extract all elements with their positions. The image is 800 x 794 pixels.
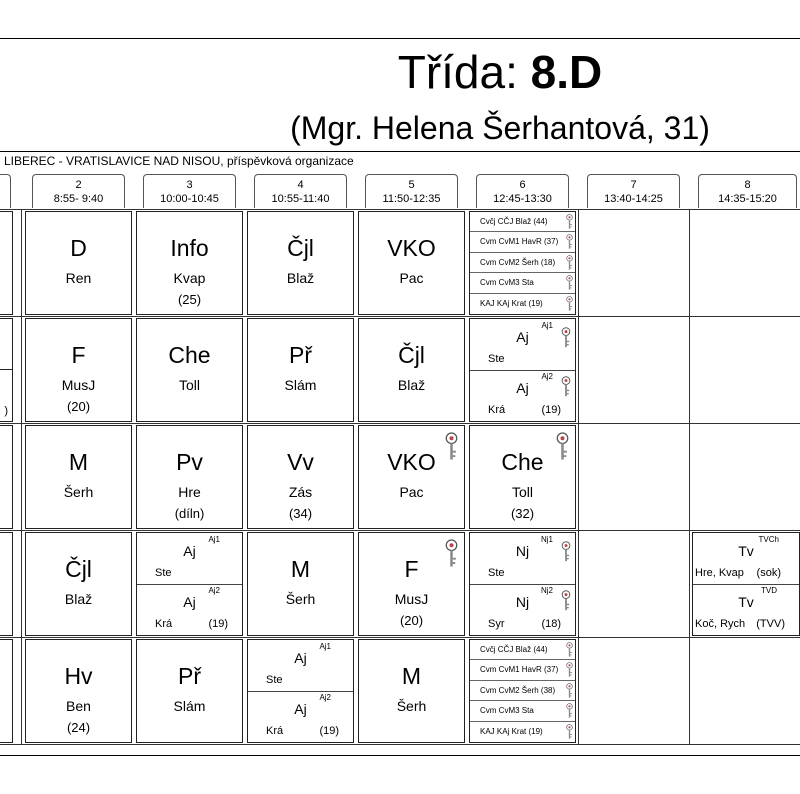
lesson-cell[interactable]: Hv Ben (24) xyxy=(25,639,132,743)
school-rule xyxy=(0,151,800,152)
row-line xyxy=(0,744,800,745)
key-icon xyxy=(566,724,573,740)
class-teacher: (Mgr. Helena Šerhantová, 31) xyxy=(290,110,710,146)
key-icon xyxy=(566,296,573,312)
period-header-5: 5 11:50-12:35 xyxy=(365,174,458,208)
period-header-8: 8 14:35-15:20 xyxy=(698,174,797,208)
lesson-cell-partial[interactable]: ) xyxy=(0,369,13,422)
group-lesson[interactable]: KAJ KAj Krat (19) xyxy=(470,294,575,314)
top-rule xyxy=(0,38,800,39)
row-line xyxy=(0,530,800,531)
lesson-cell-partial[interactable] xyxy=(0,532,13,636)
group-lesson[interactable]: Cvm CvM3 Sta xyxy=(470,273,575,293)
group-lesson[interactable]: Cvm CvM1 HavR (37) xyxy=(470,660,575,680)
lesson-cell[interactable]: M Šerh xyxy=(25,425,132,529)
key-icon xyxy=(445,539,458,569)
group-lesson-stack[interactable] xyxy=(469,211,576,315)
row-line xyxy=(0,316,800,317)
lesson-cell[interactable]: VKO Pac xyxy=(358,211,465,315)
lesson-cell[interactable]: Př Slám xyxy=(136,639,243,743)
period-header-7: 7 13:40-14:25 xyxy=(587,174,680,208)
group-lesson[interactable]: Aj2 Aj Krá (19) xyxy=(155,586,228,630)
period-header-4: 4 10:55-11:40 xyxy=(254,174,347,208)
period-header-2: 2 8:55- 9:40 xyxy=(32,174,125,208)
group-lesson[interactable]: Cvčj CČJ Blaž (44) xyxy=(470,640,575,660)
group-lesson[interactable]: Cvm CvM3 Sta xyxy=(470,701,575,721)
key-icon xyxy=(566,234,573,250)
class-name: 8.D xyxy=(530,46,603,98)
lesson-cell[interactable]: VKO Pac xyxy=(358,425,465,529)
key-icon xyxy=(556,432,569,462)
group-lesson[interactable]: TVCh Tv Hre, Kvap (sok) xyxy=(693,533,799,585)
lesson-cell[interactable]: Čjl Blaž xyxy=(247,211,354,315)
key-icon xyxy=(561,327,571,349)
bottom-rule xyxy=(0,755,800,756)
group-lesson[interactable]: Cvm CvM2 Šerh (18) xyxy=(470,253,575,273)
col-line xyxy=(21,210,22,745)
lesson-cell[interactable]: Pv Hre (díln) xyxy=(136,425,243,529)
lesson-cell[interactable]: M Šerh xyxy=(358,639,465,743)
lesson-cell[interactable]: Che Toll (32) xyxy=(469,425,576,529)
lesson-cell[interactable]: Čjl Blaž xyxy=(25,532,132,636)
key-icon xyxy=(561,541,571,563)
key-icon xyxy=(566,214,573,230)
split-lesson-cell[interactable] xyxy=(469,532,576,636)
col-line xyxy=(689,210,690,745)
key-icon xyxy=(566,642,573,658)
key-icon xyxy=(561,376,571,398)
group-lesson[interactable]: Aj1 Aj Ste xyxy=(248,640,353,692)
key-icon xyxy=(566,275,573,291)
period-header-3: 3 10:00-10:45 xyxy=(143,174,236,208)
group-lesson[interactable]: Nj1 Nj Ste xyxy=(470,533,575,585)
lesson-cell-partial[interactable] xyxy=(0,318,13,370)
lesson-cell-partial[interactable] xyxy=(0,211,13,315)
group-lesson[interactable]: Cvčj CČJ Blaž (44) xyxy=(470,212,575,232)
row-line xyxy=(0,209,800,210)
lesson-cell[interactable]: F MusJ (20) xyxy=(25,318,132,422)
col-line xyxy=(578,210,579,745)
row-line xyxy=(0,423,800,424)
key-icon xyxy=(566,703,573,719)
group-lesson[interactable]: Nj2 Nj Syr (18) xyxy=(470,584,575,635)
split-lesson-cell[interactable] xyxy=(136,532,243,636)
group-lesson[interactable]: TVD Tv Koč, Rych (TVV) xyxy=(695,586,785,630)
key-icon xyxy=(566,683,573,699)
group-lesson[interactable]: Cvm CvM2 Šerh (38) xyxy=(470,681,575,701)
lesson-cell[interactable]: M Šerh xyxy=(247,532,354,636)
lesson-cell[interactable]: D Ren xyxy=(25,211,132,315)
group-lesson[interactable]: KAJ KAj Krat (19) xyxy=(470,722,575,742)
lesson-cell-partial[interactable] xyxy=(0,425,13,529)
lesson-cell[interactable]: Př Slám xyxy=(247,318,354,422)
lesson-cell[interactable]: Vv Zás (34) xyxy=(247,425,354,529)
period-header-1 xyxy=(0,174,11,208)
key-icon xyxy=(445,432,458,462)
page-title: Třída: 8.D xyxy=(397,46,603,98)
split-lesson-cell[interactable] xyxy=(247,639,354,743)
group-lesson[interactable]: Aj1 Aj Ste xyxy=(137,533,242,585)
school-name: LIBEREC - VRATISLAVICE NAD NISOU, příspěvková organizace xyxy=(4,154,354,168)
group-lesson[interactable]: Aj1 Aj Ste xyxy=(470,319,575,371)
lesson-cell[interactable]: Info Kvap (25) xyxy=(136,211,243,315)
lesson-cell-partial[interactable] xyxy=(0,639,13,743)
row-line xyxy=(0,637,800,638)
group-lesson[interactable]: Aj2 Aj Krá (19) xyxy=(266,693,339,737)
lesson-cell[interactable]: Che Toll xyxy=(136,318,243,422)
period-header-6: 6 12:45-13:30 xyxy=(476,174,569,208)
group-lesson[interactable]: Cvm CvM1 HavR (37) xyxy=(470,232,575,252)
key-icon xyxy=(566,662,573,678)
lesson-cell[interactable]: F MusJ (20) xyxy=(358,532,465,636)
group-lesson-stack[interactable] xyxy=(469,639,576,743)
lesson-cell[interactable]: Čjl Blaž xyxy=(358,318,465,422)
group-lesson[interactable]: Aj2 Aj Krá (19) xyxy=(470,370,575,421)
key-icon xyxy=(561,590,571,612)
split-lesson-cell[interactable] xyxy=(692,532,800,636)
key-icon xyxy=(566,255,573,271)
split-lesson-cell[interactable] xyxy=(469,318,576,422)
